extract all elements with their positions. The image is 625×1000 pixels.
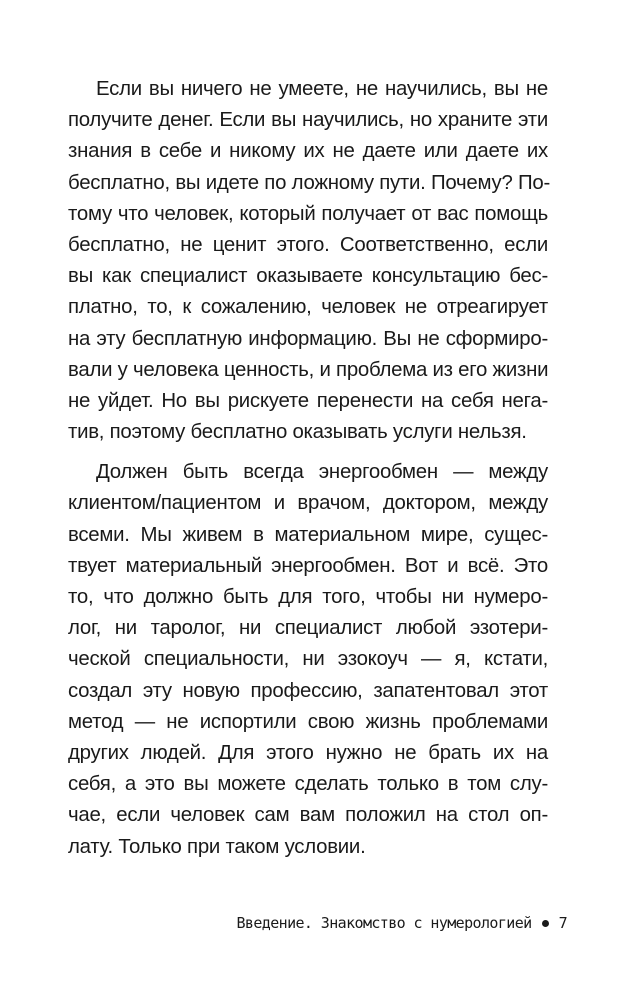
paragraph-2	[68, 457, 548, 862]
text-line: на эту бесплатную информацию. Вы не сформиро-	[68, 327, 548, 350]
text-line: знания в себе и никому их не даете или даете их	[68, 140, 548, 163]
text-line: всеми. Мы живем в материальном мире, сущес-	[68, 523, 548, 546]
text-line: бесплатно, вы идете по ложному пути. Почему? По-	[68, 171, 550, 194]
text-line: твует материальный энергообмен. Вот и всё. Это	[68, 554, 548, 577]
text-line: чае, если человек сам вам положил на стол оп-	[68, 804, 548, 827]
bullet-icon	[542, 920, 549, 927]
text-line: создал эту новую профессию, запатентовал этот	[68, 679, 548, 702]
text-line: клиентом/пациентом и врачом, доктором, между	[68, 492, 548, 515]
text-line: ческой специальности, ни эзокоуч — я, кстати,	[68, 648, 548, 671]
text-line: лог, ни таролог, ни специалист любой эзотери-	[68, 617, 548, 640]
text-line: лату. Только при таком условии.	[68, 835, 366, 858]
text-line: метод — не испортили свою жизнь проблемами	[68, 710, 548, 733]
text-line: платно, то, к сожалению, человек не отреагирует	[68, 296, 548, 319]
text-line: не уйдет. Но вы рискуете перенести на себя нега-	[68, 389, 548, 412]
text-line: бесплатно, не ценит этого. Соответственно, если	[68, 233, 548, 256]
page-number: 7	[558, 914, 567, 932]
text-line: то, что должно быть для того, чтобы ни нумеро-	[68, 586, 548, 608]
text-line: вы как специалист оказываете консультацию бес-	[68, 265, 548, 288]
body-text	[68, 74, 548, 863]
text-line: других людей. Для этого нужно не брать их на	[68, 741, 548, 764]
text-line: вали у человека ценность, и проблема из его жизни	[68, 358, 549, 381]
text-line: Если вы ничего не умеете, не научились, вы не	[96, 78, 548, 100]
text-line: тому что человек, который получает от вас помощь	[68, 202, 548, 225]
text-line: получите денег. Если вы научились, но храните эти	[68, 109, 548, 132]
text-line: себя, а это вы можете сделать только в том слу-	[68, 773, 548, 796]
paragraph-1	[68, 74, 548, 448]
text-line: Должен быть всегда энергообмен — между	[96, 461, 548, 484]
text-line: тив, поэтому бесплатно оказывать услуги нельзя.	[68, 421, 527, 444]
running-title: Введение. Знакомство с нумерологией	[236, 914, 532, 932]
page-footer	[236, 914, 567, 932]
